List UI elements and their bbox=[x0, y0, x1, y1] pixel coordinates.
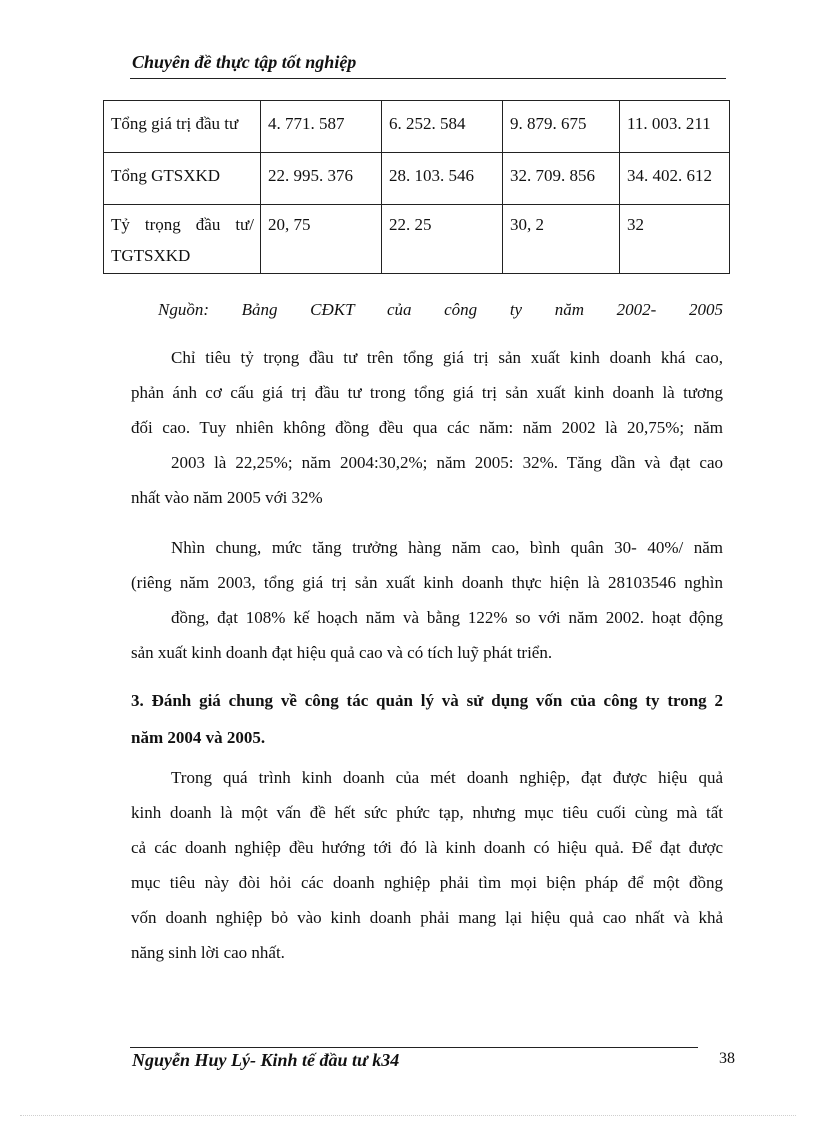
table-cell: 22. 25 bbox=[382, 205, 503, 274]
paragraph-line: kinh doanh là một vấn đề hết sức phức tạp, nhưng mục tiêu cuối cùng mà tất bbox=[131, 803, 723, 822]
table-cell: 9. 879. 675 bbox=[503, 101, 620, 153]
table-cell-line: TGTSXKD bbox=[111, 246, 191, 265]
table-row bbox=[104, 101, 730, 153]
paragraph-line: Chỉ tiêu tỷ trọng đầu tư trên tổng giá trị sản xuất kinh doanh khá cao, bbox=[171, 348, 723, 367]
page-number: 38 bbox=[719, 1050, 735, 1067]
paragraph-line: 2003 là 22,25%; năm 2004:30,2%; năm 2005: 32%. Tăng dần và đạt cao bbox=[171, 453, 723, 472]
table-source-note: Nguồn: Bảng CĐKT của công ty năm 2002- 2005 bbox=[158, 300, 723, 319]
table-cell: 6. 252. 584 bbox=[382, 101, 503, 153]
heading-line: năm 2004 và 2005. bbox=[131, 728, 266, 747]
table-cell: 34. 402. 612 bbox=[620, 153, 730, 205]
table-cell: 32 bbox=[620, 205, 730, 274]
footer-rule bbox=[130, 1047, 698, 1048]
page-bottom-border bbox=[20, 1115, 796, 1116]
paragraph-line: sản xuất kinh doanh đạt hiệu quả cao và có tích luỹ phát triển. bbox=[131, 643, 553, 662]
table-cell: Tổng giá trị đầu tư bbox=[104, 101, 261, 153]
table-cell: 32. 709. 856 bbox=[503, 153, 620, 205]
table-cell: Tổng GTSXKD bbox=[104, 153, 261, 205]
table-cell: 30, 2 bbox=[503, 205, 620, 274]
table-cell: 4. 771. 587 bbox=[261, 101, 382, 153]
paragraph-line: đối cao. Tuy nhiên không đồng đều qua các năm: năm 2002 là 20,75%; năm bbox=[131, 418, 723, 437]
paragraph-efficiency bbox=[131, 760, 723, 970]
paragraph-line: nhất vào năm 2005 với 32% bbox=[131, 488, 323, 507]
paragraph-line: phản ánh cơ cấu giá trị đầu tư trong tổng giá trị sản xuất kinh doanh là tương bbox=[131, 383, 723, 402]
paragraph-line: vốn doanh nghiệp bỏ vào kinh doanh phải mang lại hiệu quả cao nhất và khả bbox=[131, 908, 723, 927]
paragraph-line: Trong quá trình kinh doanh của mét doanh nghiệp, đạt được hiệu quả bbox=[171, 768, 723, 787]
page-header-title: Chuyên đề thực tập tốt nghiệp bbox=[132, 52, 357, 72]
investment-table bbox=[103, 100, 730, 274]
paragraph-line: mục tiêu này đòi hỏi các doanh nghiệp phải tìm mọi biện pháp để một đồng bbox=[131, 873, 723, 892]
section-heading bbox=[131, 682, 723, 756]
paragraph-investment-ratio bbox=[131, 340, 723, 515]
paragraph-line: cả các doanh nghiệp đều hướng tới đó là kinh doanh có hiệu quả. Để đạt được bbox=[131, 838, 723, 857]
paragraph-line: (riêng năm 2003, tổng giá trị sản xuất kinh doanh thực hiện là 28103546 nghìn bbox=[131, 573, 723, 592]
table-cell: 28. 103. 546 bbox=[382, 153, 503, 205]
paragraph-line: năng sinh lời cao nhất. bbox=[131, 943, 285, 962]
paragraph-growth bbox=[131, 530, 723, 670]
table-row bbox=[104, 153, 730, 205]
header-rule bbox=[130, 78, 726, 79]
table-cell bbox=[104, 205, 261, 274]
table-row bbox=[104, 205, 730, 274]
paragraph-line: Nhìn chung, mức tăng trưởng hàng năm cao, bình quân 30- 40%/ năm bbox=[171, 538, 723, 557]
table-cell: 11. 003. 211 bbox=[620, 101, 730, 153]
heading-line: 3. Đánh giá chung về công tác quản lý và sử dụng vốn của công ty trong 2 bbox=[131, 691, 723, 710]
footer-author: Nguyễn Huy Lý- Kinh tế đầu tư k34 bbox=[132, 1050, 400, 1070]
table-cell-line: Tỷ trọng đầu tư/ bbox=[111, 215, 254, 234]
paragraph-line: đồng, đạt 108% kế hoạch năm và bằng 122% so với năm 2002. hoạt động bbox=[171, 608, 723, 627]
table-cell: 22. 995. 376 bbox=[261, 153, 382, 205]
table-cell: 20, 75 bbox=[261, 205, 382, 274]
